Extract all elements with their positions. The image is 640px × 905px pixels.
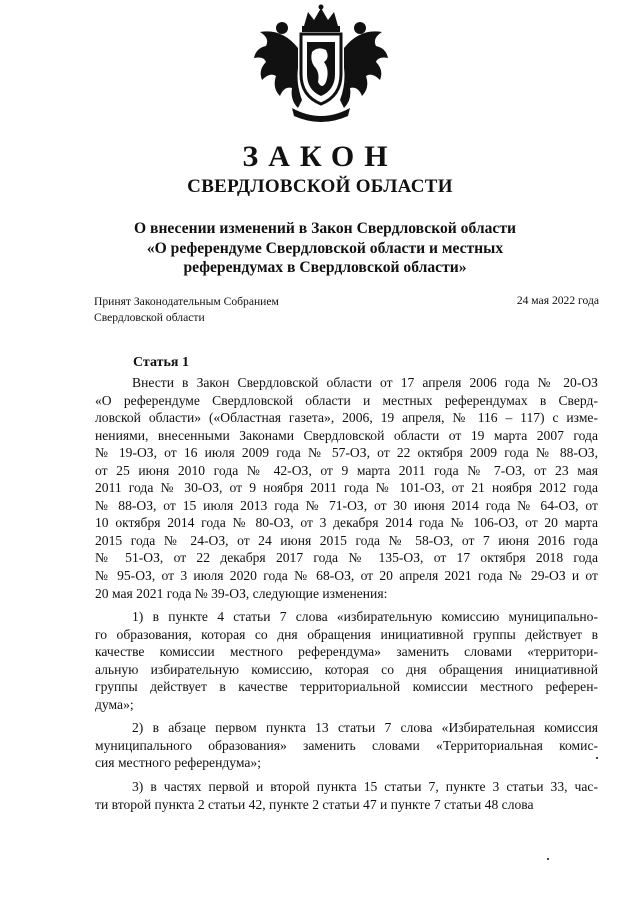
subject-line: референдумах в Свердловской области» (183, 259, 467, 276)
paragraph-line: альную избирательную комиссию, которая со дня обращения инициативной (95, 661, 598, 677)
adoption-line: Свердловской области (94, 310, 205, 324)
adoption-date: 24 мая 2022 года (516, 294, 599, 307)
paragraph-line: № 51-ОЗ, от 22 декабря 2017 года № 135-ОЗ, от 17 октября 2018 года (95, 550, 598, 566)
scan-speck (596, 757, 598, 759)
paragraph-line: нениями, внесенными Законами Свердловской области от 19 марта 2007 года (95, 427, 598, 443)
paragraph-line: группы действует в качестве территориальной комиссии местного референ- (95, 679, 598, 695)
adoption-line: Принят Законодательным Собранием (94, 295, 279, 308)
paragraph-line: сия местного референдума»; (95, 755, 262, 771)
paragraph-line: 2015 года № 24-ОЗ, от 24 июня 2015 года № 58-ОЗ, от 7 июня 2016 года (95, 532, 598, 548)
paragraph-line: ти второй пункта 2 статьи 42, пункте 2 статьи 47 и пункте 7 статьи 48 слова (95, 796, 534, 812)
region-title: СВЕРДЛОВСКОЙ ОБЛАСТИ (187, 176, 453, 197)
paragraph-line: «О референдуме Свердловской области и местных референдумах в Сверд- (95, 392, 598, 408)
law-title: ЗАКОН (242, 140, 398, 173)
paragraph-line: 1) в пункте 4 статьи 7 слова «избирательную комиссию муниципально- (132, 609, 598, 625)
paragraph-line: № 19-ОЗ, от 16 июля 2009 года № 57-ОЗ, от 22 октября 2009 года № 88-ОЗ, (95, 445, 598, 461)
coat-of-arms-icon (252, 4, 390, 124)
article-heading: Статья 1 (133, 355, 189, 370)
paragraph-line: от 25 июня 2010 года № 42-ОЗ, от 9 марта 2011 года № 7-ОЗ, от 23 мая (95, 462, 598, 478)
scan-speck (547, 858, 549, 860)
paragraph-line: ловской области» («Областная газета», 2006, 19 апреля, № 116 – 117) с изме- (95, 410, 598, 426)
paragraph-line: муниципального образования» заменить словами «Территориальная комис- (95, 737, 598, 753)
paragraph-line: № 88-ОЗ, от 15 июля 2013 года № 71-ОЗ, от 30 июня 2014 года № 64-ОЗ, от (95, 497, 598, 513)
subject-line: «О референдуме Свердловской области и местных (146, 239, 504, 257)
paragraph-line: 3) в частях первой и второй пункта 15 статьи 7, пункте 3 статьи 33, час- (132, 779, 598, 795)
paragraph-line: 20 мая 2021 года № 39-ОЗ, следующие изменения: (95, 585, 388, 601)
law-subject (130, 219, 520, 278)
paragraph-line: го образования, которая со дня обращения инициативной группы действует в (95, 626, 598, 642)
subject-line: О внесении изменений в Закон Свердловской области (134, 220, 516, 237)
paragraph-line: качестве комиссии местного референдума» заменить словами «территори- (95, 644, 598, 660)
paragraph-line: Внести в Закон Свердловской области от 17 апреля 2006 года № 20-ОЗ (132, 375, 598, 390)
paragraph-line: 10 октября 2014 года № 80-ОЗ, от 3 декабря 2014 года № 106-ОЗ, от 20 марта (95, 515, 598, 531)
paragraph-line: 2) в абзаце первом пункта 13 статьи 7 слова «Избирательная комиссия (132, 720, 598, 736)
paragraph-line: 2011 года № 30-ОЗ, от 9 ноября 2011 года № 101-ОЗ, от 21 ноября 2012 года (95, 480, 598, 496)
paragraph-line: № 95-ОЗ, от 3 июля 2020 года № 68-ОЗ, от 20 апреля 2021 года № 29-ОЗ и от (95, 568, 598, 584)
article-body (95, 374, 598, 813)
paragraph-line: дума»; (95, 696, 134, 712)
adoption-info (94, 294, 279, 325)
